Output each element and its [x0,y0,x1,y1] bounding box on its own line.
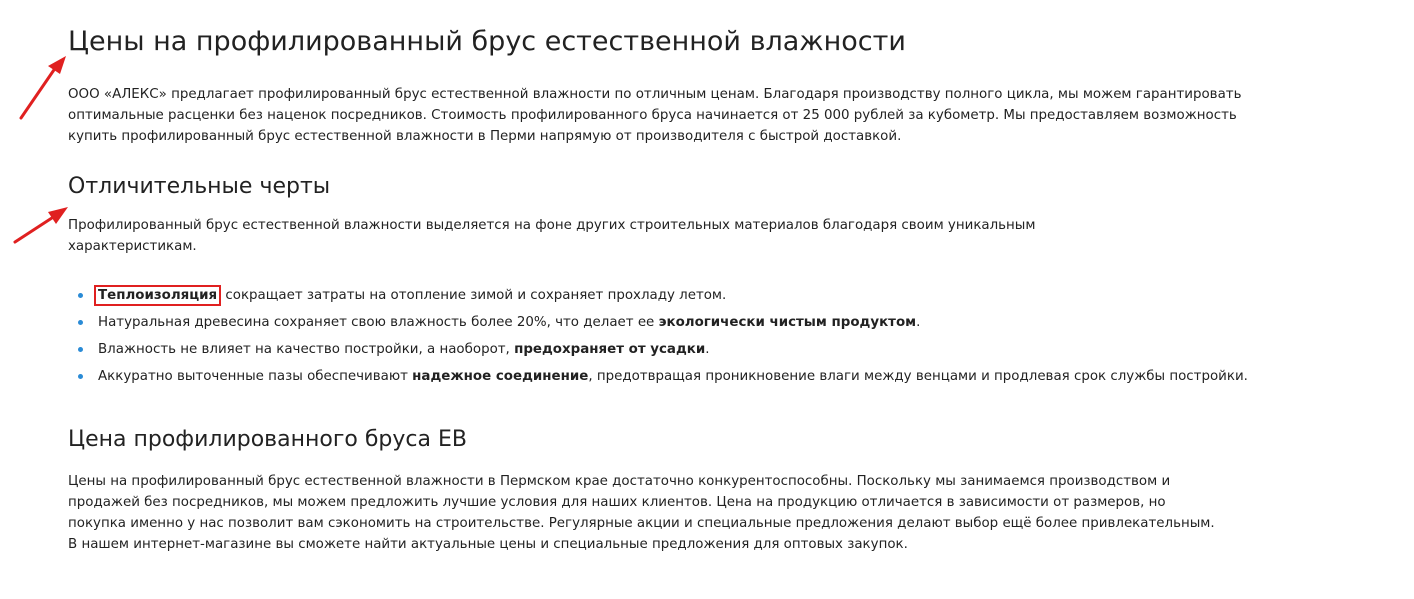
annotation-arrow-icon [10,202,74,250]
features-list [68,285,1288,393]
list-item [68,339,1288,360]
list-item [68,366,1288,387]
list-item-bold: надежное соединение [412,369,589,384]
bullet-icon [78,347,83,352]
intro-paragraph: ООО «АЛЕКС» предлагает профилированный брус естественной влажности по отличным ценам. Благодаря производству полного цикла, мы можем гарантировать оптимальные расценки без наценок посредников. Стоимость профилированного бруса начинается от 25 000 рублей за кубометр. Мы предоставляем возможность купить профилированный брус естественной влажности в Перми напрямую от производителя с быстрой доставкой. [68,87,1242,144]
list-item-text: . [705,342,710,357]
price-paragraph: Цены на профилированный брус естественной влажности в Пермском крае достаточно конкурентоспособны. Поскольку мы занимаемся производством и продажей без посредников, мы можем предложить лучшие условия для наших клиентов. Цена на продукцию отличается в зависимости от размеров, но покупка именно у нас позволит вам сэкономить на строительстве. Регулярные акции и специальные предложения делают выбор ещё более привлекательным. В нашем интернет-магазине вы сможете найти актуальные цены и специальные предложения для оптовых закупок. [68,474,1215,552]
bullet-icon [78,374,83,379]
bullet-icon [78,293,83,298]
bullet-icon [78,320,83,325]
list-item [68,312,1288,333]
list-item-bold: предохраняет от усадки [514,342,706,357]
list-item-bold: экологически чистым продуктом [658,315,917,330]
price-heading: Цена профилированного бруса ЕВ [68,427,467,452]
list-item-text: Аккуратно выточенные пазы обеспечивают [98,369,413,384]
list-item-text: . [916,315,921,330]
list-item [68,285,1288,306]
list-item-text: Влажность не влияет на качество постройки, а наоборот, [98,342,515,357]
highlighted-term: Теплоизоляция [94,285,221,306]
features-intro-paragraph: Профилированный брус естественной влажности выделяется на фоне других строительных материалов благодаря своим уникальным характеристикам. [68,218,1036,254]
list-item-text: сокращает затраты на отопление зимой и сохраняет прохладу летом. [221,288,727,303]
features-heading: Отличительные черты [68,174,331,199]
list-item-text: , предотвращая проникновение влаги между венцами и продлевая срок службы постройки. [588,369,1248,384]
list-item-text: Натуральная древесина сохраняет свою влажность более 20%, что делает ее [98,315,659,330]
annotation-arrow-icon [14,52,74,124]
page-title: Цены на профилированный брус естественной влажности [68,26,906,57]
